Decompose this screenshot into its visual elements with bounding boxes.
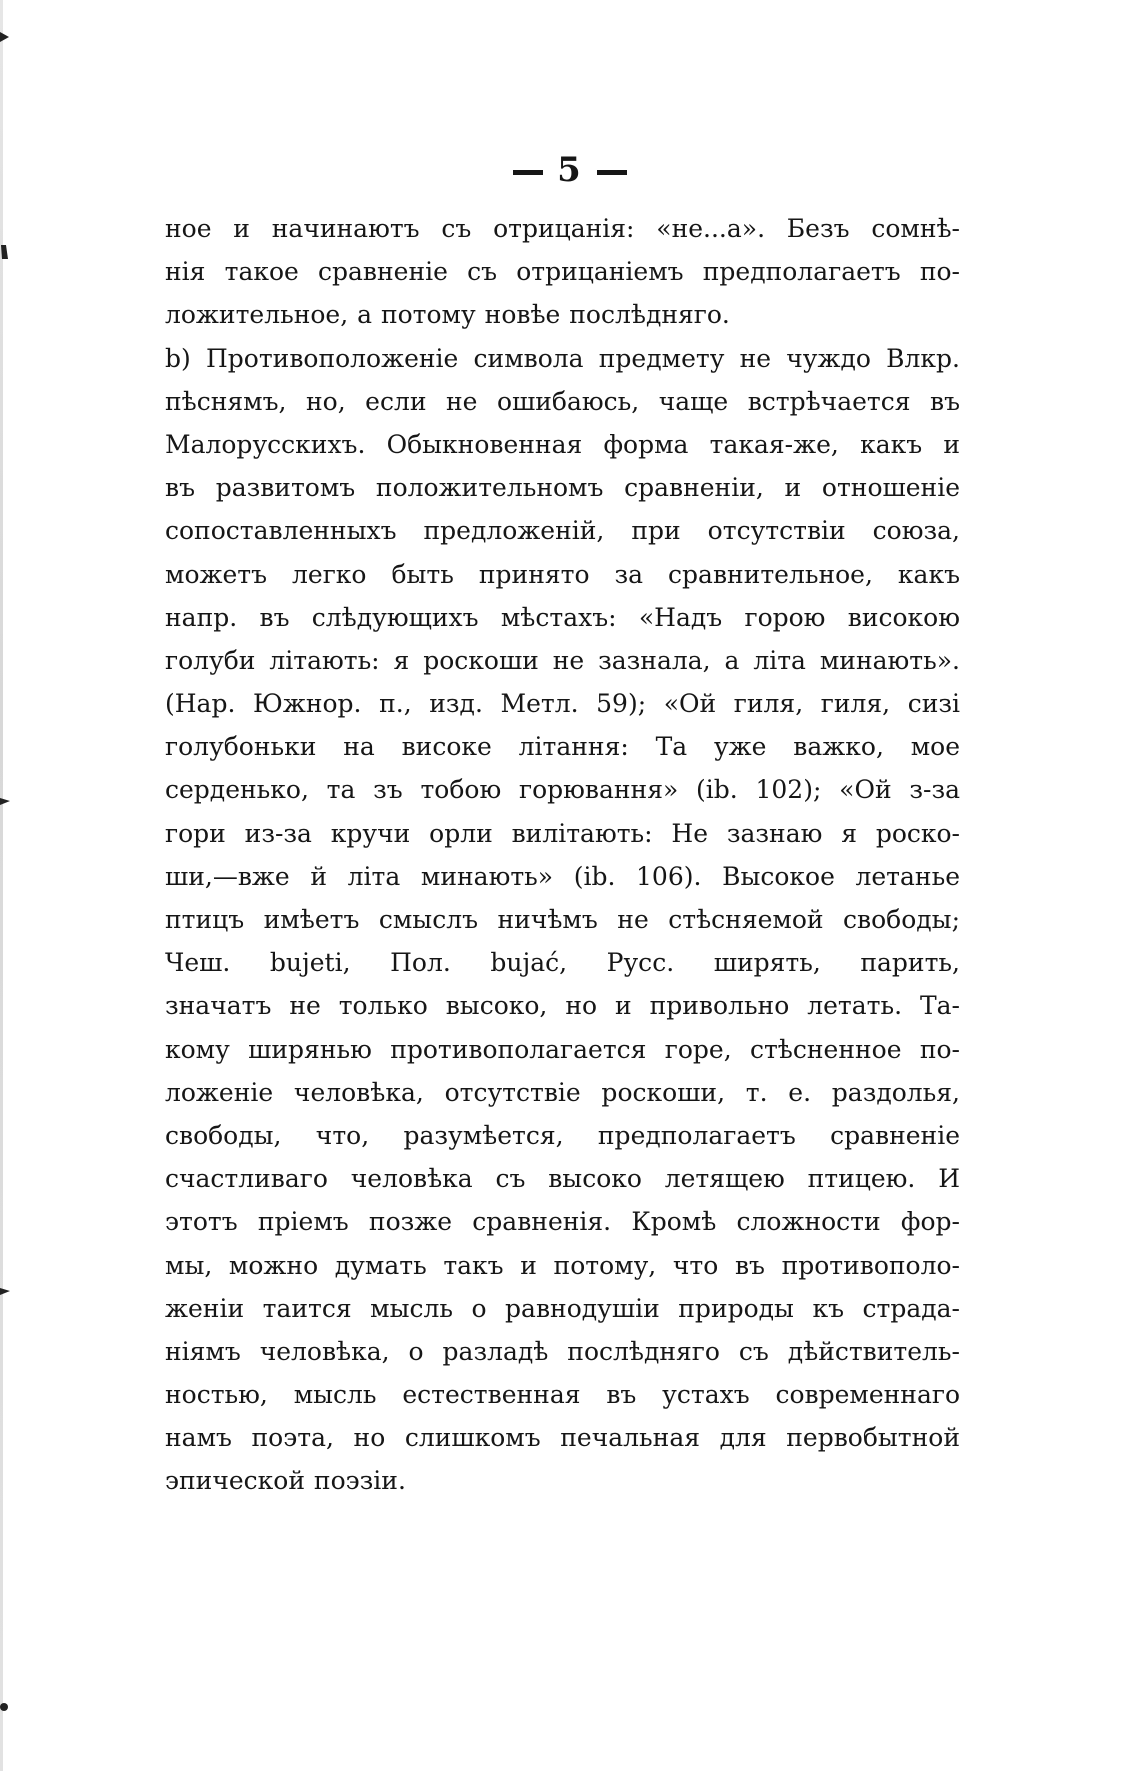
text-line: свободы, что, разумѣется, предполагаетъ сравненіе [165, 1120, 960, 1150]
text-line: сопоставленныхъ предложеній, при отсутствіи союза, [165, 516, 960, 546]
text-line: ніямъ человѣка, о разладѣ послѣдняго съ дѣйствитель- [165, 1336, 960, 1366]
page-number [0, 150, 1140, 190]
scan-artifact [0, 245, 10, 259]
text-line: Малорусскихъ. Обыкновенная форма такая-же, какъ и [165, 429, 960, 459]
scan-artifact [0, 795, 10, 809]
text-line: серденько, та зъ тобою горювання» (ib. 102); «Ой з-за [165, 775, 960, 805]
text-line: эпической поэзіи. [165, 1466, 406, 1496]
text-line: (Нар. Южнор. п., изд. Метл. 59); «Ой гиля, гиля, сизі [165, 689, 960, 719]
text-line: напр. въ слѣдующихъ мѣстахъ: «Надъ горою високою [165, 602, 960, 632]
scan-artifact [0, 1285, 10, 1299]
text-line: женіи таится мысль о равнодушіи природы къ страда- [165, 1293, 960, 1323]
text-line: счастливаго человѣка съ высоко летящею птицею. И [165, 1164, 960, 1194]
text-line: нія такое сравненіе съ отрицаніемъ предполагаетъ по- [165, 257, 960, 287]
text-line: можетъ легко быть принято за сравнительное, какъ [165, 559, 960, 589]
page-number-value: 5 [557, 150, 583, 190]
text-line: ностью, мысль естественная въ устахъ современнаго [165, 1380, 960, 1410]
text-line: въ развитомъ положительномъ сравненіи, и отношеніе [165, 473, 960, 503]
scan-artifact [0, 1700, 10, 1714]
text-line: намъ поэта, но слишкомъ печальная для первобытной [165, 1423, 960, 1453]
text-line: ложеніе человѣка, отсутствіе роскоши, т. е. раздолья, [165, 1077, 960, 1107]
text-line: пѣснямъ, но, если не ошибаюсь, чаще встрѣчается въ [165, 386, 960, 416]
text-line: кому ширянью противополагается горе, стѣсненное по- [165, 1034, 960, 1064]
text-line: птицъ имѣетъ смыслъ ничѣмъ не стѣсняемой свободы; [165, 905, 960, 934]
scan-edge [0, 0, 3, 1771]
text-line: ши,—вже й літа минають» (ib. 106). Высокое летанье [165, 861, 960, 891]
text-line: мы, можно думать такъ и потому, что въ противополо- [165, 1250, 960, 1280]
text-line: Чеш. bujeti, Пол. bujać, Русс. ширять, парить, [165, 948, 960, 978]
text-line: голубоньки на високе літання: Та уже важко, мое [165, 732, 960, 762]
text-line: ное и начинаютъ съ отрицанія: «не...а». Безъ сомнѣ- [165, 214, 960, 243]
scan-artifact [0, 30, 10, 44]
text-line: ложительное, а потому новѣе послѣдняго. [165, 300, 730, 330]
page-number-dash-right [597, 170, 627, 175]
text-line: голуби літають: я роскоши не зазнала, а літа минають». [165, 645, 960, 675]
page-number-dash-left [513, 170, 543, 175]
text-line: гори из-за кручи орли вилітають: Не зазнаю я роско- [165, 818, 960, 848]
text-line: значатъ не только высоко, но и привольно летать. Та- [165, 991, 960, 1021]
text-line: b) Противоположеніе символа предмету не чуждо Влкр. [165, 343, 960, 373]
body-text [165, 207, 960, 1503]
text-line: этотъ пріемъ позже сравненія. Кромѣ сложности фор- [165, 1207, 960, 1237]
